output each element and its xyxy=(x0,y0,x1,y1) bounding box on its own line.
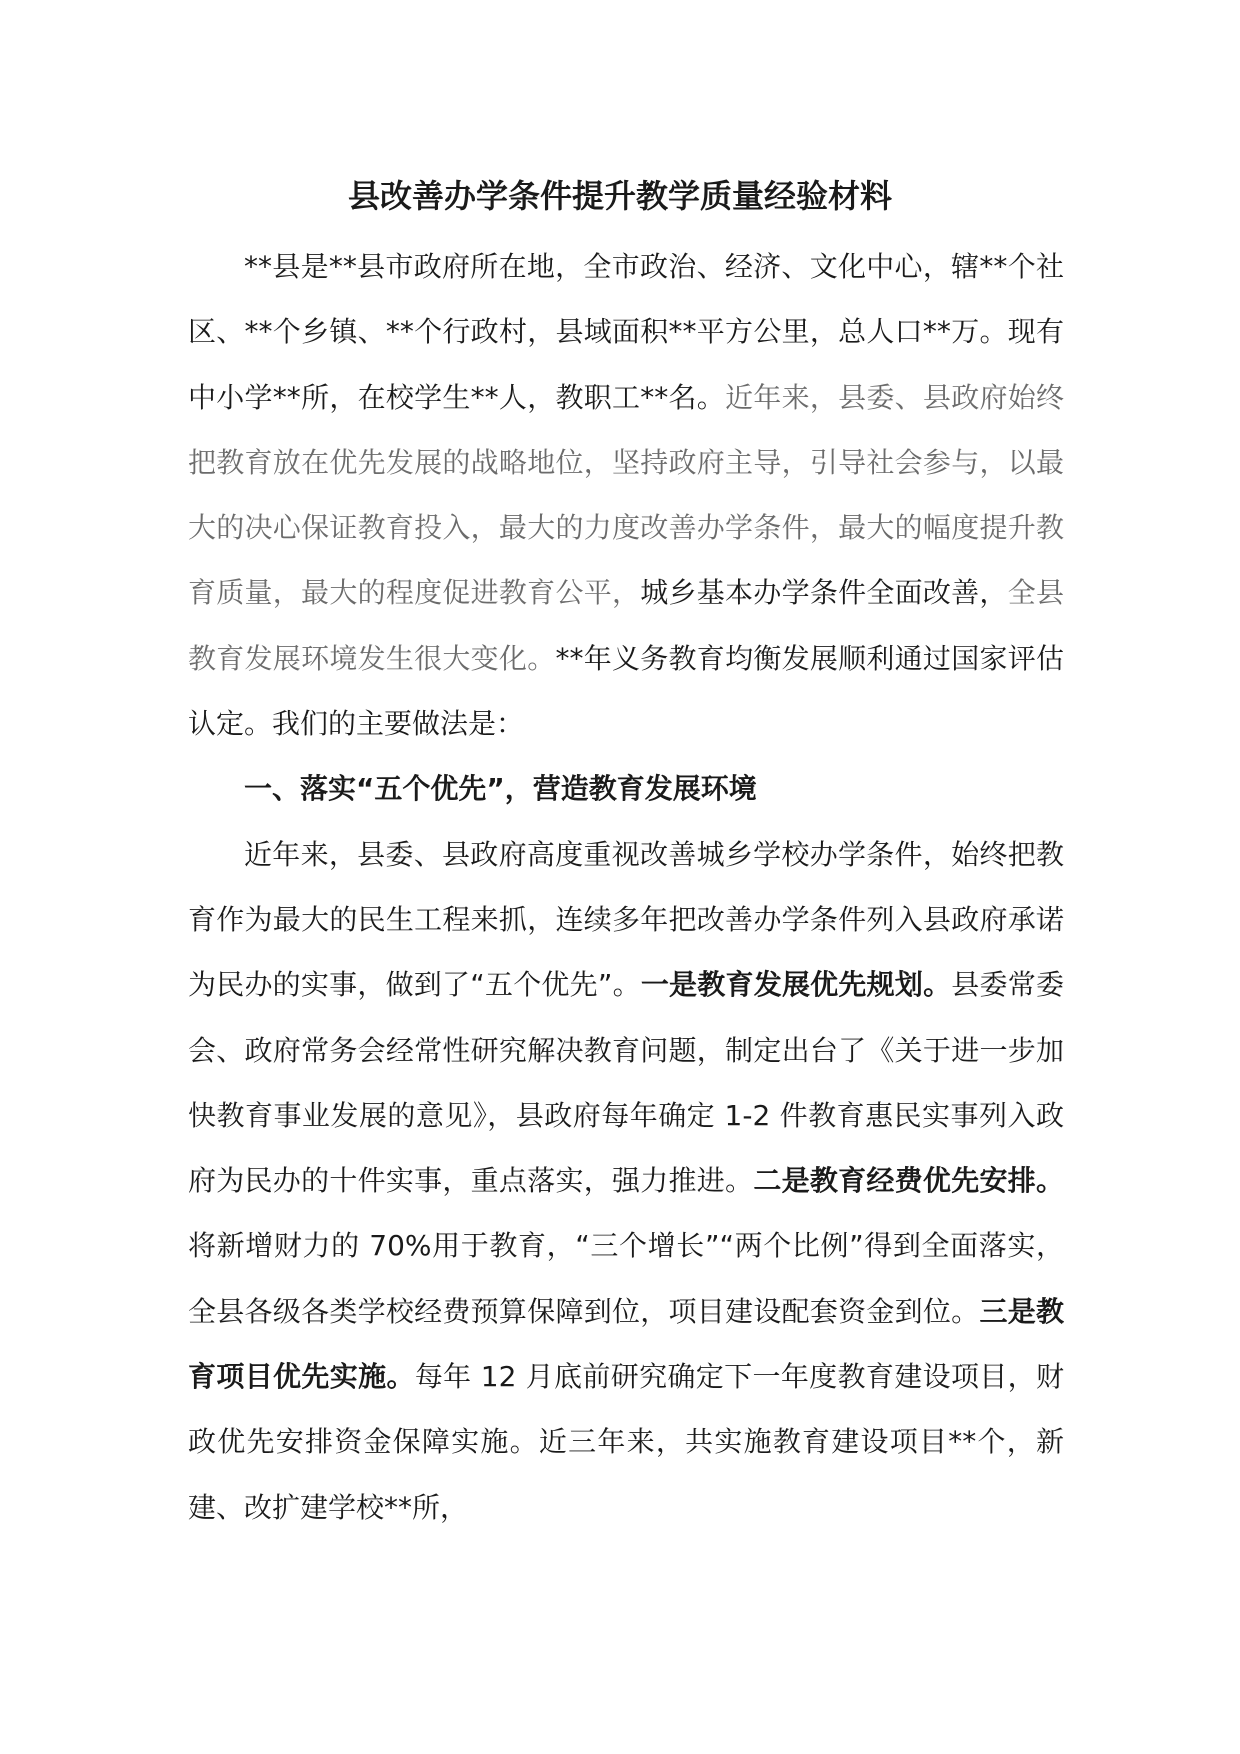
document-body xyxy=(188,234,1064,1540)
section-text-3: 将新增财力的 70%用于教育，“三个增长”“两个比例”得到全面落实，全县各级各类学校经费预算保障到位，项目建设配套资金到位。 xyxy=(188,1229,1064,1328)
intro-text-1: **县是**县市政府所在地，全市政治、经济、文化中心，辖**个社区、**个乡镇、**个行政村，县域面积**平方公里，总人口**万。现有中小学**所，在校学生**人，教职工**名。 xyxy=(188,250,1064,414)
intro-paragraph xyxy=(188,234,1064,756)
section-text-1: 近年来，县委、县政府高度重视改善城乡学校办学条件，始终把教育作为最大的民生工程来抓，连续多年把改善办学条件列入县政府承诺为民办的实事，做到了“五个优先”。 xyxy=(188,837,1064,1002)
intro-text-2: 近年来，县委、县政府始终把教育放在优先发展的战略地位，坚持政府主导，引导社会参与，以最大的决心保证教育投入，最大的力度改善办学条件，最大的幅度提升教育质量，最大的程度促进教育公平， xyxy=(188,380,1064,610)
bold-point-2: 二是教育经费优先安排。 xyxy=(753,1164,1064,1198)
intro-text-5: **年义务教育均衡发展顺利通过国家评估认定。我们的主要做法是： xyxy=(188,641,1064,741)
bold-point-3: 三是教育项目优先实施。 xyxy=(188,1294,1064,1394)
section-paragraph xyxy=(188,822,1064,1540)
section-heading: 一、落实“五个优先”，营造教育发展环境 xyxy=(244,772,757,806)
intro-text-3: 城乡基本办学条件全面改善， xyxy=(640,576,1008,610)
document-title: 县改善办学条件提升教学质量经验材料 xyxy=(347,177,892,215)
section-text-2: 县委常委会、政府常务会经常性研究解决教育问题，制定出台了《关于进一步加快教育事业发展的意见》，县政府每年确定 1-2 件教育惠民实事列入政府为民办的十件实事，重点落实，强力推进。 xyxy=(188,968,1064,1198)
intro-text-4: 全县教育发展环境发生很大变化。 xyxy=(188,576,1064,675)
section-text-4: 每年 12 月底前研究确定下一年度教育建设项目，财政优先安排资金保障实施。近三年来，共实施教育建设项目**个，新建、改扩建学校**所， xyxy=(188,1360,1064,1524)
bold-point-1: 一是教育发展优先规划。 xyxy=(640,968,952,1002)
